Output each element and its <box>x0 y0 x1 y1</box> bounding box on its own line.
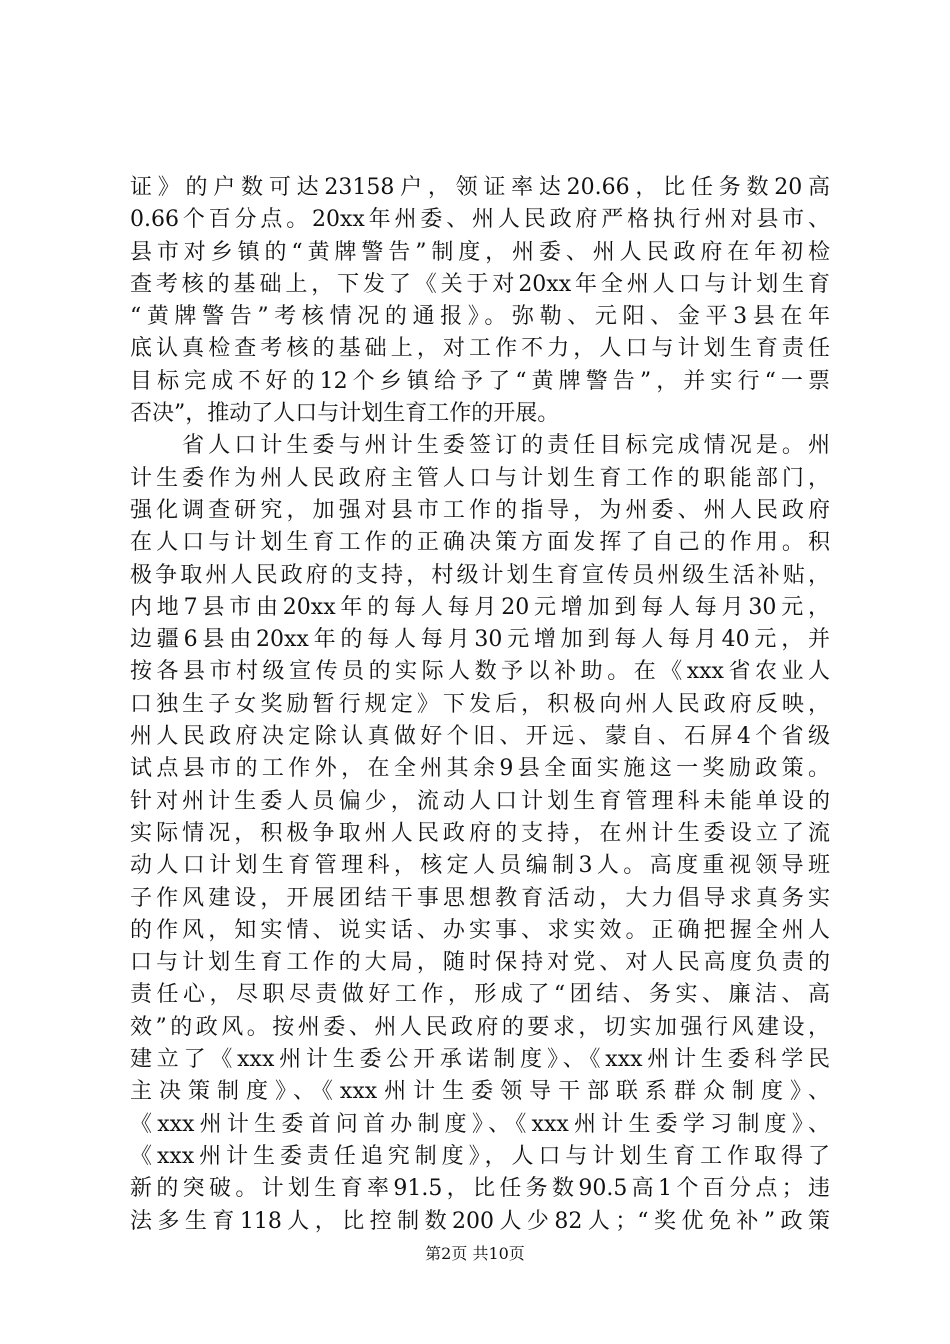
text-line: 动人口计划生育管理科，核定人员编制3人。高度重视领导班 <box>130 853 830 879</box>
text-line: 查考核的基础上，下发了《关于对20xx年全州人口与计划生育 <box>130 271 830 297</box>
text-line: 省人口计生委与州计生委签订的责任目标完成情况是。州 <box>130 433 830 459</box>
text-line: 的作风，知实情、说实话、办实事、求实效。正确把握全州人 <box>130 917 830 943</box>
text-line: 州人民政府决定除认真做好个旧、开远、蒙自、石屏4个省级 <box>130 724 830 750</box>
text-line: 在人口与计划生育工作的正确决策方面发挥了自己的作用。积 <box>130 530 830 556</box>
text-line: 底认真检查考核的基础上，对工作不力，人口与计划生育责任 <box>130 336 830 362</box>
text-line: 试点县市的工作外，在全州其余9县全面实施这一奖励政策。 <box>130 756 830 782</box>
text-line: 《xxx州计生委责任追究制度》，人口与计划生育工作取得了 <box>130 1143 830 1169</box>
text-line: 否决”，推动了人口与计划生育工作的开展。 <box>130 401 560 427</box>
body-text <box>130 172 830 1238</box>
text-line: 法多生育118人，比控制数200人少82人；“奖优免补”政策 <box>130 1208 830 1234</box>
text-line: 新的突破。计划生育率91.5，比任务数90.5高1个百分点；违 <box>130 1176 830 1202</box>
text-line: 口与计划生育工作的大局，随时保持对党、对人民高度负责的 <box>130 950 830 976</box>
text-line: 强化调查研究，加强对县市工作的指导，为州委、州人民政府 <box>130 497 830 523</box>
page-footer: 第2页 共10页 <box>425 1244 525 1263</box>
text-line: 证》的户数可达23158户，领证率达20.66，比任务数20高 <box>130 175 830 200</box>
text-line: 子作风建设，开展团结干事思想教育活动，大力倡导求真务实 <box>130 885 830 911</box>
text-line: 目标完成不好的12个乡镇给予了“黄牌警告”，并实行“一票 <box>130 368 830 394</box>
text-line: 内地7县市由20xx年的每人每月20元增加到每人每月30元， <box>130 594 830 620</box>
text-line: 建立了《xxx州计生委公开承诺制度》、《xxx州计生委科学民 <box>130 1047 830 1073</box>
text-line: 县市对乡镇的“黄牌警告”制度，州委、州人民政府在年初检 <box>130 239 830 265</box>
text-line: 按各县市村级宣传员的实际人数予以补助。在《xxx省农业人 <box>130 659 830 685</box>
text-line: 针对州计生委人员偏少，流动人口计划生育管理科未能单设的 <box>130 788 830 814</box>
text-line: 实际情况，积极争取州人民政府的支持，在州计生委设立了流 <box>130 820 830 846</box>
text-line: 口独生子女奖励暂行规定》下发后，积极向州人民政府反映， <box>130 691 830 717</box>
text-line: “黄牌警告”考核情况的通报》。弥勒、元阳、金平3县在年 <box>130 304 830 330</box>
text-line: 极争取州人民政府的支持，村级计划生育宣传员州级生活补贴， <box>130 562 830 588</box>
text-line: 计生委作为州人民政府主管人口与计划生育工作的职能部门， <box>130 465 830 491</box>
text-line: 0.66个百分点。20xx年州委、州人民政府严格执行州对县市、 <box>130 207 830 233</box>
text-line: 主决策制度》、《xxx州计生委领导干部联系群众制度》、 <box>130 1079 830 1105</box>
text-line: 责任心，尽职尽责做好工作，形成了“团结、务实、廉洁、高 <box>130 982 830 1008</box>
text-line: 《xxx州计生委首问首办制度》、《xxx州计生委学习制度》、 <box>130 1111 830 1137</box>
text-line: 效”的政风。按州委、州人民政府的要求，切实加强行风建设， <box>130 1014 830 1040</box>
text-line: 边疆6县由20xx年的每人每月30元增加到每人每月40元，并 <box>130 627 830 653</box>
